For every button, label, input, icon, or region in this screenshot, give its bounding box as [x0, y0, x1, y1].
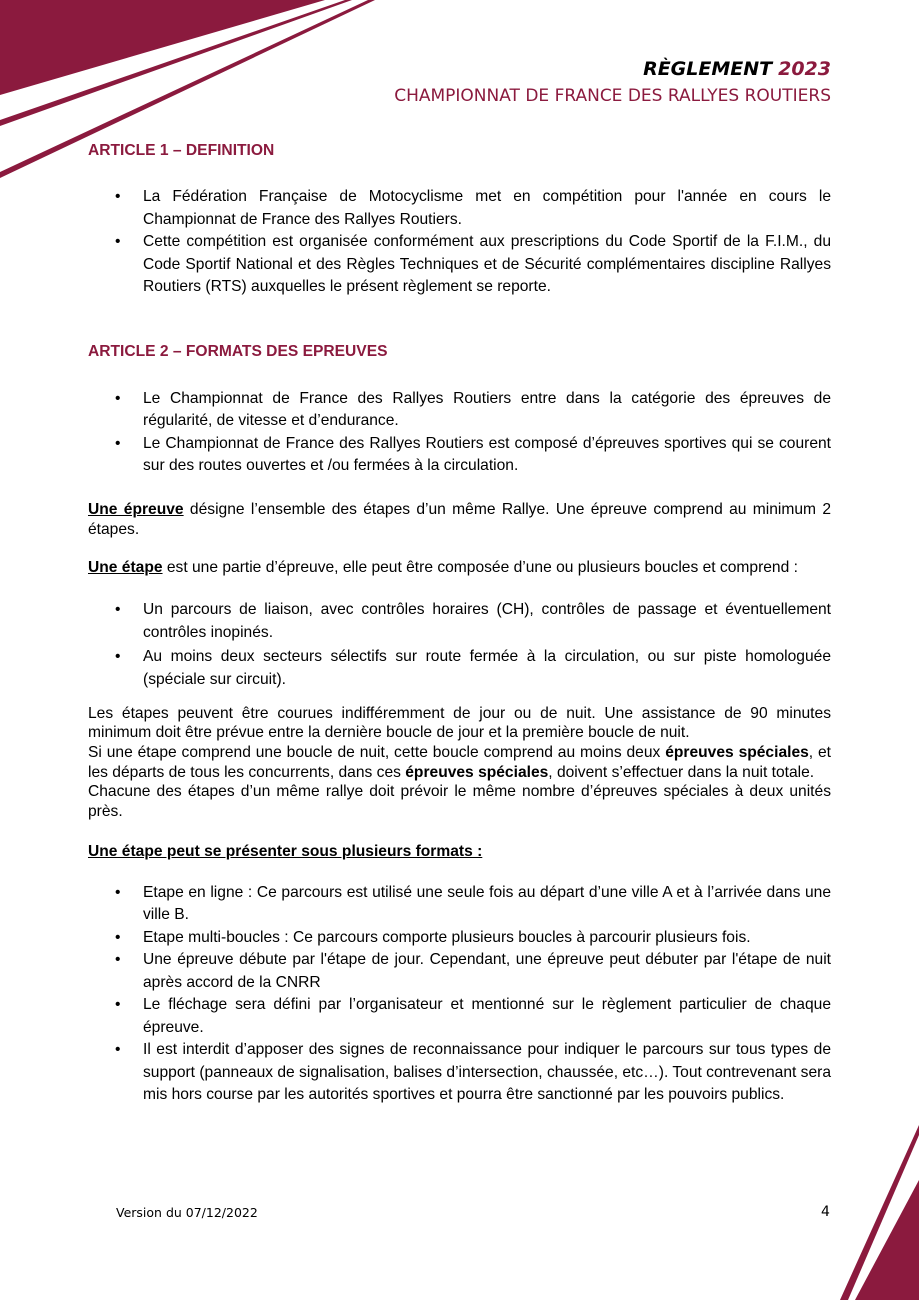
header-year: 2023: [778, 58, 831, 80]
page-number: 4: [821, 1204, 830, 1220]
epreuve-term: Une épreuve: [88, 500, 184, 518]
article1-heading: ARTICLE 1 – DEFINITION: [88, 142, 275, 159]
footer-version: Version du 07/12/2022: [116, 1205, 258, 1220]
article2-list: [88, 388, 831, 478]
night-text-2e: , doivent s’effectuer dans la nuit totale.: [548, 763, 815, 781]
header-title-line: [394, 56, 831, 82]
night-text-2c: , et les départs de tous les concurrents, dans ces: [88, 743, 832, 781]
document-body: [88, 141, 831, 1107]
formats-list: [88, 882, 831, 1107]
night-text-3: Chacune des étapes d’un même rallye doit prévoir le même nombre d’épreuves spéciales à deux unités près.: [88, 783, 831, 821]
special-stages-bold: épreuves spéciales: [405, 763, 549, 781]
article1-list: [88, 186, 831, 299]
list-item: • Etape multi-boucles : Ce parcours comporte plusieurs boucles à parcourir plusieurs fois.: [88, 927, 831, 950]
list-item: • Etape en ligne : Ce parcours est utilisé une seule fois au départ d’une ville A et à l’arrivée dans une ville B.: [88, 882, 831, 927]
etape-text: est une partie d’épreuve, elle peut être composée d’une ou plusieurs boucles et comprend :: [162, 558, 798, 576]
night-text-2a: Si une étape comprend une boucle de nuit, cette boucle comprend au moins deux: [88, 743, 666, 761]
list-item: • Le Championnat de France des Rallyes Routiers est composé d’épreuves sportives qui se courent sur des routes ouvertes et /ou fermées à la circulation.: [88, 433, 831, 478]
header-title: RÈGLEMENT: [643, 58, 773, 80]
list-item: • Un parcours de liaison, avec contrôles horaires (CH), contrôles de passage et éventuellement contrôles inopinés.: [88, 598, 831, 645]
list-item: • Cette compétition est organisée conformément aux prescriptions du Code Sportif de la F.I.M., du Code Sportif National et des Règles Techniques et de Sécurité complémentaires discipline Rallyes Routiers (RTS) auxquelles le présent règlement se reporte.: [88, 231, 831, 299]
document-header: [394, 56, 831, 109]
list-item: • Le fléchage sera défini par l’organisateur et mentionné sur le règlement particulier de chaque épreuve.: [88, 994, 831, 1039]
special-stages-bold: épreuves spéciales: [665, 743, 809, 761]
epreuve-definition: [88, 500, 831, 540]
list-item: • Le Championnat de France des Rallyes Routiers entre dans la catégorie des épreuves de régularité, de vitesse et d’endurance.: [88, 388, 831, 433]
formats-heading: Une étape peut se présenter sous plusieurs formats :: [88, 842, 483, 860]
etape-definition: [88, 558, 831, 578]
night-text-1: Les étapes peuvent être courues indifféremment de jour ou de nuit. Une assistance de 90 minutes minimum doit être prévue entre la dernière boucle de jour et la première boucle de nuit.: [88, 704, 831, 742]
epreuve-text: désigne l’ensemble des étapes d’un même Rallye. Une épreuve comprend au minimum 2 étapes.: [88, 500, 832, 538]
list-item: • Au moins deux secteurs sélectifs sur route fermée à la circulation, ou sur piste homologuée (spéciale sur circuit).: [88, 645, 831, 692]
article2-heading: ARTICLE 2 – FORMATS DES EPREUVES: [88, 342, 388, 360]
etape-term: Une étape: [88, 558, 163, 576]
night-paragraph: [88, 704, 831, 822]
list-item: • Une épreuve débute par l'étape de jour. Cependant, une épreuve peut débuter par l'étape de nuit après accord de la CNRR: [88, 949, 831, 994]
list-item: • Il est interdit d’apposer des signes de reconnaissance pour indiquer le parcours sur tous types de support (panneaux de signalisation, balises d’intersection, chaussée, etc…). Tout contrevenant sera mis hors course par les autorités sportives et pourra être sanctionné par les pouvoirs publics.: [88, 1039, 831, 1107]
etape-list: [88, 598, 831, 692]
header-subtitle: CHAMPIONNAT DE FRANCE DES RALLYES ROUTIERS: [394, 86, 831, 106]
list-item: • La Fédération Française de Motocyclisme met en compétition pour l'année en cours le Championnat de France des Rallyes Routiers.: [88, 186, 831, 231]
